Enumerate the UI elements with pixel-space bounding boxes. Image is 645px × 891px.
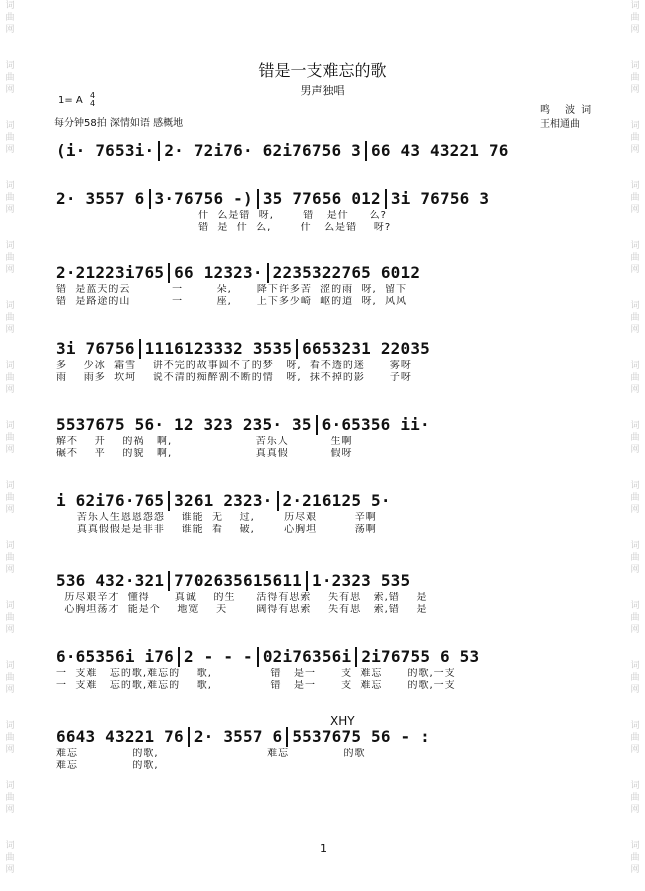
- watermark-text: 词 曲 网: [630, 361, 640, 395]
- watermark-text: 词 曲 网: [5, 841, 15, 875]
- watermark-text: 词 曲 网: [630, 661, 640, 695]
- bar-line: [188, 727, 190, 747]
- measure: 6·65356i i76: [56, 647, 174, 666]
- measure: 2·216125 5·: [282, 491, 391, 510]
- notation-line: [56, 726, 596, 748]
- watermark-text: 词 曲 网: [5, 301, 15, 335]
- bar-line: [257, 647, 259, 667]
- key-label: 1= A: [58, 95, 83, 106]
- watermark-text: 词 曲 网: [630, 541, 640, 575]
- lyric-line-1: [56, 162, 596, 174]
- bar-line: [355, 647, 357, 667]
- watermark-text: 词 曲 网: [5, 241, 15, 275]
- time-num: 4: [89, 91, 96, 100]
- watermark-text: 词 曲 网: [5, 61, 15, 95]
- bar-line: [267, 263, 269, 283]
- measure: (i· 7653i·: [56, 141, 155, 160]
- arranger-mark: XHY: [330, 714, 355, 728]
- measure: 1116123332 3535: [144, 339, 293, 358]
- score-system: [56, 262, 596, 308]
- watermark-text: 词 曲 网: [630, 781, 640, 815]
- watermark-text: 词 曲 网: [630, 61, 640, 95]
- watermark-text: 词 曲 网: [5, 421, 15, 455]
- score-system: [56, 188, 596, 234]
- watermark-text: 词 曲 网: [5, 601, 15, 635]
- measure: i 62i76·765: [56, 491, 165, 510]
- measure: 3i 76756: [56, 339, 135, 358]
- bar-line: [286, 727, 288, 747]
- measure: 66 12323·: [174, 263, 263, 282]
- lyric-line-1: 什 么是错 呀, 错 是什 么?: [56, 210, 387, 221]
- bar-line: [168, 491, 170, 511]
- lyric-line-1: 解不 开 的祸 啊, 苦乐人 生啊: [56, 436, 353, 447]
- score-system: [56, 726, 596, 772]
- bar-line: [168, 263, 170, 283]
- watermark-text: 词 曲 网: [630, 601, 640, 635]
- measure: 6653231 22035: [302, 339, 430, 358]
- measure: 5537675 56· 12 323 235· 35: [56, 415, 312, 434]
- measure: 2· 3557 6: [193, 727, 283, 746]
- measure: 536 432·321: [56, 571, 165, 590]
- score-system: [56, 646, 596, 692]
- bar-line: [257, 189, 259, 209]
- notation-line: [56, 338, 596, 360]
- bar-line: [277, 491, 279, 511]
- notation-line: [56, 188, 596, 210]
- measure: 35 77656 012: [262, 189, 381, 208]
- song-subtitle: 男声独唱: [300, 84, 345, 97]
- watermark-text: 词 曲 网: [5, 661, 15, 695]
- watermark-text: 词 曲 网: [5, 181, 15, 215]
- watermark-text: 词 曲 网: [5, 481, 15, 515]
- notation-line: [56, 140, 596, 162]
- score-system: [56, 140, 596, 186]
- watermark-text: 词 曲 网: [630, 721, 640, 755]
- lyric-line-1: 难忘 的歌, 难忘 的歌: [56, 748, 366, 759]
- notation-line: [56, 490, 596, 512]
- notation-line: [56, 262, 596, 284]
- lyric-line-2: 碾不 平 的貌 啊, 真真假 假呀: [56, 448, 353, 459]
- measure: 02i76356i: [262, 647, 352, 666]
- lyric-line-2: [56, 174, 596, 186]
- lyric-line-1: 一 支难 忘的歌,难忘的 歌, 错 是一 支 难忘 的歌,一支: [56, 668, 456, 679]
- lyric-line-2: 心胸坦荡才 能是个 地宽 天 阔得有思索 失有思 索,错 是: [56, 604, 428, 615]
- score-system: [56, 490, 596, 536]
- measure: 1·2323 535: [312, 571, 411, 590]
- lyric-line-2: 难忘 的歌,: [56, 760, 368, 771]
- watermark-text: 词 曲 网: [5, 121, 15, 155]
- time-den: 4: [89, 99, 96, 108]
- notation-line: [56, 646, 596, 668]
- watermark-text: 词 曲 网: [630, 421, 640, 455]
- measure: 2· 72i76· 62i76756 3: [164, 141, 361, 160]
- watermark-text: 词 曲 网: [630, 241, 640, 275]
- measure: 3·76756 -): [154, 189, 253, 208]
- watermark-text: 词 曲 网: [5, 361, 15, 395]
- watermark-text: 词 曲 网: [5, 781, 15, 815]
- song-title: 错是一支难忘的歌: [258, 61, 387, 80]
- lyric-line-1: 错 是蓝天的云 一 朵, 降下许多苦 涩的雨 呀, 留下: [56, 284, 408, 295]
- watermark-text: 词 曲 网: [5, 541, 15, 575]
- watermark-text: 词 曲 网: [630, 121, 640, 155]
- lyricist: 鸣 波词: [540, 105, 598, 116]
- measure: 2· 3557 6: [56, 189, 145, 208]
- measure: 2 - - -: [184, 647, 253, 666]
- notation-line: [56, 414, 596, 436]
- lyric-line-2: 一 支难 忘的歌,难忘的 歌, 错 是一 支 难忘 的歌,一支: [56, 680, 456, 691]
- watermark-text: 词 曲 网: [630, 841, 640, 875]
- bar-line: [178, 647, 180, 667]
- watermark-right: [627, 0, 643, 891]
- lyric-line-1: 多 少冰 霜雪 讲不完的故事圆不了的梦 呀, 看不透的迷 雾呀: [56, 360, 412, 371]
- watermark-text: 词 曲 网: [630, 481, 640, 515]
- bar-line: [316, 415, 318, 435]
- measure: 3i 76756 3: [390, 189, 490, 208]
- watermark-left: [2, 0, 18, 891]
- bar-line: [296, 339, 298, 359]
- score-system: [56, 338, 596, 384]
- lyric-line-1: 苦乐人生恩恩怨怨 谁能 无 过, 历尽艰 辛啊: [56, 512, 377, 523]
- page-number: 1: [320, 842, 327, 855]
- bar-line: [385, 189, 387, 209]
- bar-line: [139, 339, 141, 359]
- measure: 3261 2323·: [174, 491, 273, 510]
- lyric-line-2: 真真假假是是非非 谁能 看 破, 心胸坦 荡啊: [56, 524, 377, 535]
- score-system: [56, 414, 596, 460]
- time-signature: [90, 92, 95, 108]
- watermark-text: 词 曲 网: [5, 1, 15, 35]
- bar-line: [365, 141, 367, 161]
- score-system: [56, 570, 596, 616]
- notation-line: [56, 570, 596, 592]
- measure: 66 43 43221 76: [370, 141, 509, 160]
- measure: 5537675 56 - :: [292, 727, 430, 746]
- bar-line: [306, 571, 308, 591]
- measure: 2i76755 6 53: [361, 647, 480, 666]
- bar-line: [168, 571, 170, 591]
- watermark-text: 词 曲 网: [5, 721, 15, 755]
- bar-line: [149, 189, 151, 209]
- measure: 2235322765 6012: [272, 263, 421, 282]
- lyric-line-2: 错 是 什 么, 什 么是错 呀?: [56, 222, 392, 233]
- measure: 6·65356 ii·: [321, 415, 430, 434]
- bar-line: [158, 141, 160, 161]
- lyric-line-2: 雨 雨多 坎坷 说不清的痴醉割不断的情 呀, 抹不掉的影 子呀: [56, 372, 412, 383]
- lyric-line-2: 错 是路途的山 一 座, 上下多少崎 岖的道 呀, 风风: [56, 296, 408, 307]
- tempo-marking: 每分钟58拍 深情如语 感概地: [54, 118, 184, 129]
- composer: 王相通曲: [540, 119, 580, 130]
- measure: 2·21223i765: [56, 263, 165, 282]
- key-signature: [58, 92, 95, 108]
- watermark-text: 词 曲 网: [630, 181, 640, 215]
- watermark-text: 词 曲 网: [630, 301, 640, 335]
- watermark-text: 词 曲 网: [630, 1, 640, 35]
- measure: 6643 43221 76: [56, 727, 184, 746]
- measure: 7702635615611: [174, 571, 302, 590]
- lyric-line-1: 历尽艰辛才 懂得 真诚 的生 活得有思索 失有思 索,错 是: [56, 592, 428, 603]
